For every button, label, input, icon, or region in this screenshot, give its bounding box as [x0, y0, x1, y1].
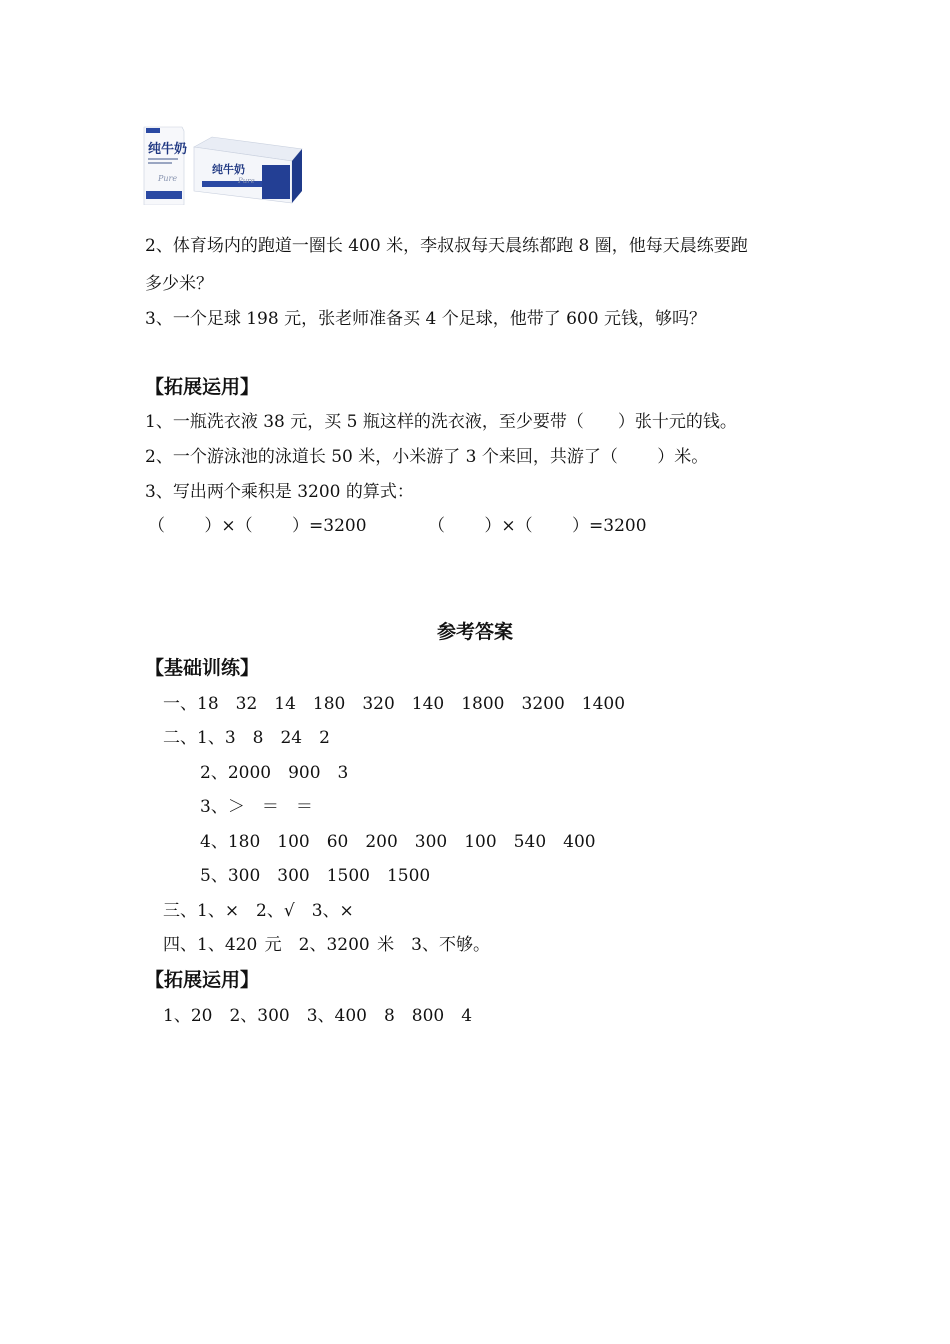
answer-row-2: 二、1、3 8 24 2	[163, 728, 330, 748]
milk-product-image	[142, 125, 304, 205]
answer-row-5: 4、180 100 60 200 300 100 540 400	[200, 832, 596, 852]
problem-3: 3、一个足球 198 元，张老师准备买 4 个足球，他带了 600 元钱，够吗？	[145, 309, 706, 329]
extension-item-2: 2、一个游泳池的泳道长 50 米，小米游了 3 个来回，共游了（ ）米。	[145, 447, 709, 467]
svg-text:Pure: Pure	[158, 174, 178, 183]
problem-2-line-1: 2、体育场内的跑道一圈长 400 米，李叔叔每天晨练都跑 8 圈，他每天晨练要跑	[145, 236, 748, 256]
answer-row-4: 3、＞ ＝ ＝	[200, 797, 313, 817]
answers-basic-heading: 【基础训练】	[145, 657, 260, 679]
extension-item-3: 3、写出两个乘积是 3200 的算式：	[145, 482, 414, 502]
answer-row-7: 三、1、× 2、√ 3、×	[163, 901, 354, 921]
answers-extension-heading: 【拓展运用】	[145, 969, 260, 991]
answer-row-3: 2、2000 900 3	[200, 763, 349, 783]
answers-title: 参考答案	[436, 621, 513, 643]
svg-text:纯牛奶: 纯牛奶	[212, 163, 245, 176]
blank-equation-right: （ ）×（ ）=3200	[428, 516, 647, 536]
answer-extension-row: 1、20 2、300 3、400 8 800 4	[163, 1006, 473, 1026]
extension-heading: 【拓展运用】	[145, 376, 260, 398]
answer-row-8: 四、1、420 元 2、3200 米 3、不够。	[163, 935, 490, 955]
svg-text:Pure: Pure	[238, 177, 255, 185]
answer-row-1: 一、18 32 14 180 320 140 1800 3200 1400	[163, 694, 626, 714]
extension-item-1: 1、一瓶洗衣液 38 元，买 5 瓶这样的洗衣液，至少要带（ ）张十元的钱。	[145, 412, 737, 432]
blank-equation-left: （ ）×（ ）=3200	[148, 516, 367, 536]
problem-2-line-2: 多少米？	[145, 274, 213, 294]
svg-text:纯牛奶: 纯牛奶	[148, 142, 188, 157]
answer-row-6: 5、300 300 1500 1500	[200, 866, 431, 886]
